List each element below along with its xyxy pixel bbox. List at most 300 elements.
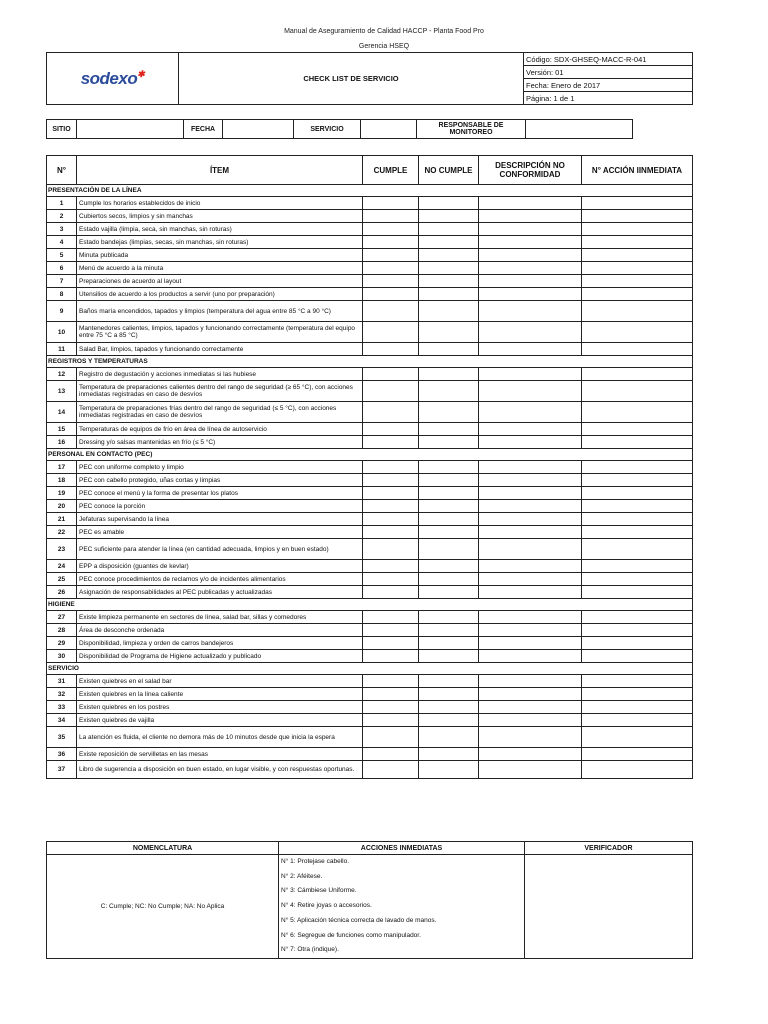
no-cumple-cell[interactable] bbox=[419, 573, 479, 586]
item-text: Minuta publicada bbox=[77, 249, 363, 262]
descripcion-cell[interactable] bbox=[479, 624, 582, 637]
accion-cell[interactable] bbox=[582, 714, 693, 727]
no-cumple-cell[interactable] bbox=[419, 423, 479, 436]
descripcion-cell[interactable] bbox=[479, 586, 582, 599]
accion-item: N° 5: Aplicación técnica correcta de lavado de manos. bbox=[281, 916, 437, 924]
document-title: CHECK LIST DE SERVICIO bbox=[179, 53, 524, 105]
table-row bbox=[47, 474, 693, 487]
verificador-field[interactable] bbox=[525, 855, 693, 959]
col-item: ÍTEM bbox=[77, 156, 363, 185]
descripcion-cell[interactable] bbox=[479, 322, 582, 343]
item-text: Baños maría encendidos, tapados y limpios (temperatura del agua entre 85 °C a 90 °C) bbox=[77, 301, 363, 322]
item-text: Asignación de responsabilidades al PEC publicadas y actualizadas bbox=[77, 586, 363, 599]
nomenclatura-text: C: Cumple; NC: No Cumple; NA: No Aplica bbox=[47, 855, 279, 959]
meta-pagina: Página: 1 de 1 bbox=[524, 92, 693, 105]
accion-item: N° 7: Otra (indique). bbox=[281, 946, 339, 954]
cumple-cell[interactable] bbox=[363, 624, 419, 637]
accion-cell[interactable] bbox=[582, 249, 693, 262]
accion-cell[interactable] bbox=[582, 474, 693, 487]
item-text: PEC con cabello protegido, uñas cortas y limpias bbox=[77, 474, 363, 487]
accion-cell[interactable] bbox=[582, 301, 693, 322]
meta-fecha: Fecha: Enero de 2017 bbox=[524, 79, 693, 92]
table-row bbox=[47, 301, 693, 322]
section-header bbox=[47, 449, 693, 461]
accion-cell[interactable] bbox=[582, 402, 693, 423]
section-title: PERSONAL EN CONTACTO (PEC) bbox=[47, 449, 693, 461]
item-number: 14 bbox=[47, 402, 77, 423]
item-text: EPP a disposición (guantes de kevlar) bbox=[77, 560, 363, 573]
item-number: 20 bbox=[47, 500, 77, 513]
table-row bbox=[47, 560, 693, 573]
table-row bbox=[47, 526, 693, 539]
fecha-label: FECHA bbox=[184, 120, 223, 139]
no-cumple-cell[interactable] bbox=[419, 236, 479, 249]
cumple-cell[interactable] bbox=[363, 586, 419, 599]
no-cumple-cell[interactable] bbox=[419, 436, 479, 449]
descripcion-cell[interactable] bbox=[479, 526, 582, 539]
item-text: Cumple los horarios establecidos de inicio bbox=[77, 197, 363, 210]
no-cumple-cell[interactable] bbox=[419, 262, 479, 275]
accion-cell[interactable] bbox=[582, 727, 693, 748]
cumple-cell[interactable] bbox=[363, 381, 419, 402]
item-number: 8 bbox=[47, 288, 77, 301]
accion-cell[interactable] bbox=[582, 343, 693, 356]
descripcion-cell[interactable] bbox=[479, 539, 582, 560]
cumple-cell[interactable] bbox=[363, 236, 419, 249]
section-header bbox=[47, 663, 693, 675]
table-row bbox=[47, 343, 693, 356]
info-row bbox=[46, 119, 633, 139]
no-cumple-cell[interactable] bbox=[419, 197, 479, 210]
item-number: 29 bbox=[47, 637, 77, 650]
cumple-cell[interactable] bbox=[363, 675, 419, 688]
accion-cell[interactable] bbox=[582, 210, 693, 223]
item-text: Área de desconche ordenada bbox=[77, 624, 363, 637]
item-number: 34 bbox=[47, 714, 77, 727]
descripcion-cell[interactable] bbox=[479, 343, 582, 356]
no-cumple-cell[interactable] bbox=[419, 275, 479, 288]
accion-cell[interactable] bbox=[582, 461, 693, 474]
item-text: Existe limpieza permanente en sectores de línea, salad bar, sillas y comedores bbox=[77, 611, 363, 624]
item-text: PEC conoce procedimientos de reclamos y/o de incidentes alimentarios bbox=[77, 573, 363, 586]
table-row bbox=[47, 461, 693, 474]
item-number: 5 bbox=[47, 249, 77, 262]
accion-cell[interactable] bbox=[582, 436, 693, 449]
item-text: Existen quiebres en los postres bbox=[77, 701, 363, 714]
no-cumple-cell[interactable] bbox=[419, 368, 479, 381]
table-row bbox=[47, 402, 693, 423]
item-text: Cubiertos secos, limpios y sin manchas bbox=[77, 210, 363, 223]
descripcion-cell[interactable] bbox=[479, 368, 582, 381]
item-number: 22 bbox=[47, 526, 77, 539]
manual-title: Manual de Aseguramiento de Calidad HACCP - Planta Food Pro bbox=[284, 28, 484, 35]
accion-cell[interactable] bbox=[582, 748, 693, 761]
table-row bbox=[47, 637, 693, 650]
item-number: 27 bbox=[47, 611, 77, 624]
no-cumple-cell[interactable] bbox=[419, 688, 479, 701]
table-row bbox=[47, 748, 693, 761]
servicio-field[interactable] bbox=[361, 120, 417, 139]
cumple-cell[interactable] bbox=[363, 539, 419, 560]
table-row bbox=[47, 197, 693, 210]
accion-cell[interactable] bbox=[582, 236, 693, 249]
cumple-cell[interactable] bbox=[363, 487, 419, 500]
cumple-cell[interactable] bbox=[363, 500, 419, 513]
col-accion: N° ACCIÓN IINMEDIATA bbox=[582, 156, 693, 185]
section-title: PRESENTACIÓN DE LA LÍNEA bbox=[47, 185, 693, 197]
item-number: 10 bbox=[47, 322, 77, 343]
item-text: Preparaciones de acuerdo al layout bbox=[77, 275, 363, 288]
verificador-header: VERIFICADOR bbox=[525, 842, 693, 855]
no-cumple-cell[interactable] bbox=[419, 322, 479, 343]
descripcion-cell[interactable] bbox=[479, 381, 582, 402]
section-header bbox=[47, 599, 693, 611]
table-row bbox=[47, 368, 693, 381]
descripcion-cell[interactable] bbox=[479, 474, 582, 487]
item-number: 26 bbox=[47, 586, 77, 599]
section-title: REGISTROS Y TEMPERATURAS bbox=[47, 356, 693, 368]
cumple-cell[interactable] bbox=[363, 262, 419, 275]
item-number: 6 bbox=[47, 262, 77, 275]
item-text: PEC conoce la porción bbox=[77, 500, 363, 513]
item-text: Registro de degustación y acciones inmediatas si las hubiese bbox=[77, 368, 363, 381]
no-cumple-cell[interactable] bbox=[419, 727, 479, 748]
item-number: 13 bbox=[47, 381, 77, 402]
accion-cell[interactable] bbox=[582, 262, 693, 275]
table-row bbox=[47, 436, 693, 449]
no-cumple-cell[interactable] bbox=[419, 301, 479, 322]
no-cumple-cell[interactable] bbox=[419, 223, 479, 236]
accion-cell[interactable] bbox=[582, 487, 693, 500]
table-row bbox=[47, 487, 693, 500]
descripcion-cell[interactable] bbox=[479, 223, 582, 236]
cumple-cell[interactable] bbox=[363, 461, 419, 474]
section-header bbox=[47, 356, 693, 368]
descripcion-cell[interactable] bbox=[479, 301, 582, 322]
accion-cell[interactable] bbox=[582, 761, 693, 779]
cumple-cell[interactable] bbox=[363, 714, 419, 727]
cumple-cell[interactable] bbox=[363, 560, 419, 573]
no-cumple-cell[interactable] bbox=[419, 381, 479, 402]
descripcion-cell[interactable] bbox=[479, 487, 582, 500]
table-row bbox=[47, 611, 693, 624]
cumple-cell[interactable] bbox=[363, 727, 419, 748]
descripcion-cell[interactable] bbox=[479, 210, 582, 223]
accion-cell[interactable] bbox=[582, 701, 693, 714]
accion-cell[interactable] bbox=[582, 526, 693, 539]
cumple-cell[interactable] bbox=[363, 611, 419, 624]
item-number: 36 bbox=[47, 748, 77, 761]
item-text: Salad Bar, limpios, tapados y funcionando correctamente bbox=[77, 343, 363, 356]
col-cumple: CUMPLE bbox=[363, 156, 419, 185]
descripcion-cell[interactable] bbox=[479, 262, 582, 275]
cumple-cell[interactable] bbox=[363, 197, 419, 210]
sitio-label: SITIO bbox=[47, 120, 77, 139]
sodexo-logo: sodexo✱ bbox=[80, 68, 145, 88]
table-row bbox=[47, 513, 693, 526]
item-text: Libro de sugerencia a disposición en buen estado, en lugar visible, y con respuestas oportunas. bbox=[77, 761, 363, 779]
descripcion-cell[interactable] bbox=[479, 423, 582, 436]
table-row bbox=[47, 423, 693, 436]
no-cumple-cell[interactable] bbox=[419, 714, 479, 727]
item-number: 7 bbox=[47, 275, 77, 288]
item-text: Disponibilidad de Programa de Higiene actualizado y publicado bbox=[77, 650, 363, 663]
section-header bbox=[47, 185, 693, 197]
no-cumple-cell[interactable] bbox=[419, 474, 479, 487]
no-cumple-cell[interactable] bbox=[419, 539, 479, 560]
accion-cell[interactable] bbox=[582, 368, 693, 381]
accion-cell[interactable] bbox=[582, 637, 693, 650]
no-cumple-cell[interactable] bbox=[419, 701, 479, 714]
cumple-cell[interactable] bbox=[363, 301, 419, 322]
no-cumple-cell[interactable] bbox=[419, 675, 479, 688]
item-text: Temperatura de preparaciones frías dentro del rango de seguridad (≤ 5 °C), con acciones inmediatas registradas en caso de desvíos bbox=[77, 402, 363, 423]
cumple-cell[interactable] bbox=[363, 343, 419, 356]
no-cumple-cell[interactable] bbox=[419, 487, 479, 500]
table-row bbox=[47, 249, 693, 262]
item-text: Utensilios de acuerdo a los productos a servir (uno por preparación) bbox=[77, 288, 363, 301]
item-number: 12 bbox=[47, 368, 77, 381]
col-no-cumple: NO CUMPLE bbox=[419, 156, 479, 185]
accion-cell[interactable] bbox=[582, 624, 693, 637]
item-number: 24 bbox=[47, 560, 77, 573]
item-text: Existen quiebres de vajilla bbox=[77, 714, 363, 727]
descripcion-cell[interactable] bbox=[479, 637, 582, 650]
descripcion-cell[interactable] bbox=[479, 688, 582, 701]
table-row bbox=[47, 210, 693, 223]
item-number: 16 bbox=[47, 436, 77, 449]
item-text: PEC conoce el menú y la forma de presentar los platos bbox=[77, 487, 363, 500]
table-row bbox=[47, 381, 693, 402]
item-number: 1 bbox=[47, 197, 77, 210]
no-cumple-cell[interactable] bbox=[419, 637, 479, 650]
item-number: 17 bbox=[47, 461, 77, 474]
descripcion-cell[interactable] bbox=[479, 197, 582, 210]
table-row bbox=[47, 761, 693, 779]
descripcion-cell[interactable] bbox=[479, 761, 582, 779]
item-number: 31 bbox=[47, 675, 77, 688]
table-row bbox=[47, 500, 693, 513]
cumple-cell[interactable] bbox=[363, 322, 419, 343]
no-cumple-cell[interactable] bbox=[419, 500, 479, 513]
no-cumple-cell[interactable] bbox=[419, 611, 479, 624]
descripcion-cell[interactable] bbox=[479, 513, 582, 526]
accion-cell[interactable] bbox=[582, 275, 693, 288]
item-number: 2 bbox=[47, 210, 77, 223]
no-cumple-cell[interactable] bbox=[419, 650, 479, 663]
descripcion-cell[interactable] bbox=[479, 500, 582, 513]
table-row bbox=[47, 688, 693, 701]
descripcion-cell[interactable] bbox=[479, 249, 582, 262]
cumple-cell[interactable] bbox=[363, 688, 419, 701]
descripcion-cell[interactable] bbox=[479, 727, 582, 748]
table-row bbox=[47, 701, 693, 714]
cumple-cell[interactable] bbox=[363, 249, 419, 262]
item-text: Menú de acuerdo a la minuta bbox=[77, 262, 363, 275]
item-text: PEC con uniforme completo y limpio bbox=[77, 461, 363, 474]
no-cumple-cell[interactable] bbox=[419, 748, 479, 761]
accion-item: N° 2: Aféitese. bbox=[281, 872, 323, 880]
cumple-cell[interactable] bbox=[363, 637, 419, 650]
no-cumple-cell[interactable] bbox=[419, 560, 479, 573]
cumple-cell[interactable] bbox=[363, 761, 419, 779]
sitio-field[interactable] bbox=[77, 120, 184, 139]
accion-cell[interactable] bbox=[582, 650, 693, 663]
descripcion-cell[interactable] bbox=[479, 675, 582, 688]
acciones-list bbox=[279, 855, 525, 959]
section-title: SERVICIO bbox=[47, 663, 693, 675]
cumple-cell[interactable] bbox=[363, 573, 419, 586]
no-cumple-cell[interactable] bbox=[419, 624, 479, 637]
accion-cell[interactable] bbox=[582, 560, 693, 573]
no-cumple-cell[interactable] bbox=[419, 461, 479, 474]
checklist-body bbox=[47, 185, 693, 779]
item-number: 30 bbox=[47, 650, 77, 663]
item-text: Estado vajilla (limpia, seca, sin manchas, sin roturas) bbox=[77, 223, 363, 236]
cumple-cell[interactable] bbox=[363, 436, 419, 449]
no-cumple-cell[interactable] bbox=[419, 513, 479, 526]
item-number: 33 bbox=[47, 701, 77, 714]
item-text: Existe reposición de servilletas en las mesas bbox=[77, 748, 363, 761]
cumple-cell[interactable] bbox=[363, 368, 419, 381]
no-cumple-cell[interactable] bbox=[419, 761, 479, 779]
accion-cell[interactable] bbox=[582, 381, 693, 402]
table-row bbox=[47, 262, 693, 275]
item-number: 18 bbox=[47, 474, 77, 487]
cumple-cell[interactable] bbox=[363, 288, 419, 301]
descripcion-cell[interactable] bbox=[479, 236, 582, 249]
descripcion-cell[interactable] bbox=[479, 573, 582, 586]
no-cumple-cell[interactable] bbox=[419, 249, 479, 262]
item-number: 35 bbox=[47, 727, 77, 748]
item-text: Temperaturas de equipos de frío en área de línea de autoservicio bbox=[77, 423, 363, 436]
table-row bbox=[47, 586, 693, 599]
accion-cell[interactable] bbox=[582, 223, 693, 236]
item-number: 23 bbox=[47, 539, 77, 560]
item-text: Estado bandejas (limpias, secas, sin manchas, sin roturas) bbox=[77, 236, 363, 249]
no-cumple-cell[interactable] bbox=[419, 288, 479, 301]
item-text: PEC suficiente para atender la línea (en cantidad adecuada, limpios y en buen estado) bbox=[77, 539, 363, 560]
cumple-cell[interactable] bbox=[363, 474, 419, 487]
col-descripcion: DESCRIPCIÓN NO CONFORMIDAD bbox=[479, 156, 582, 185]
accion-cell[interactable] bbox=[582, 500, 693, 513]
accion-cell[interactable] bbox=[582, 423, 693, 436]
item-text: La atención es fluida, el cliente no demora más de 10 minutos desde que inicia la espera bbox=[77, 727, 363, 748]
no-cumple-cell[interactable] bbox=[419, 526, 479, 539]
accion-cell[interactable] bbox=[582, 322, 693, 343]
servicio-label: SERVICIO bbox=[294, 120, 361, 139]
cumple-cell[interactable] bbox=[363, 275, 419, 288]
no-cumple-cell[interactable] bbox=[419, 343, 479, 356]
accion-cell[interactable] bbox=[582, 539, 693, 560]
accion-cell[interactable] bbox=[582, 513, 693, 526]
cumple-cell[interactable] bbox=[363, 650, 419, 663]
cumple-cell[interactable] bbox=[363, 423, 419, 436]
accion-cell[interactable] bbox=[582, 611, 693, 624]
accion-item: N° 6: Segregue de funciones como manipulador. bbox=[281, 931, 421, 939]
no-cumple-cell[interactable] bbox=[419, 210, 479, 223]
item-text: Jefaturas supervisando la línea bbox=[77, 513, 363, 526]
legend-table bbox=[46, 841, 693, 959]
cumple-cell[interactable] bbox=[363, 748, 419, 761]
cumple-cell[interactable] bbox=[363, 210, 419, 223]
accion-cell[interactable] bbox=[582, 688, 693, 701]
item-number: 4 bbox=[47, 236, 77, 249]
accion-cell[interactable] bbox=[582, 573, 693, 586]
descripcion-cell[interactable] bbox=[479, 288, 582, 301]
section-title: HIGIENE bbox=[47, 599, 693, 611]
cumple-cell[interactable] bbox=[363, 402, 419, 423]
descripcion-cell[interactable] bbox=[479, 461, 582, 474]
descripcion-cell[interactable] bbox=[479, 650, 582, 663]
item-number: 3 bbox=[47, 223, 77, 236]
logo-cell bbox=[47, 53, 179, 105]
cumple-cell[interactable] bbox=[363, 701, 419, 714]
table-row bbox=[47, 236, 693, 249]
item-text: Existen quiebres en la línea caliente bbox=[77, 688, 363, 701]
responsable-field[interactable] bbox=[526, 120, 633, 139]
table-row bbox=[47, 223, 693, 236]
item-text: Dressing y/o salsas mantenidas en frío (≤ 5 °C) bbox=[77, 436, 363, 449]
item-text: Temperatura de preparaciones calientes dentro del rango de seguridad (≥ 65 °C), con acciones inmediatas registradas en caso de desvíos bbox=[77, 381, 363, 402]
item-number: 32 bbox=[47, 688, 77, 701]
table-row bbox=[47, 322, 693, 343]
descripcion-cell[interactable] bbox=[479, 402, 582, 423]
item-number: 28 bbox=[47, 624, 77, 637]
table-row bbox=[47, 675, 693, 688]
acciones-header: ACCIONES INMEDIATAS bbox=[279, 842, 525, 855]
gerencia-label: Gerencia HSEQ bbox=[358, 43, 410, 50]
descripcion-cell[interactable] bbox=[479, 714, 582, 727]
descripcion-cell[interactable] bbox=[479, 701, 582, 714]
item-number: 25 bbox=[47, 573, 77, 586]
item-number: 19 bbox=[47, 487, 77, 500]
cumple-cell[interactable] bbox=[363, 513, 419, 526]
table-row bbox=[47, 650, 693, 663]
fecha-field[interactable] bbox=[223, 120, 294, 139]
item-number: 37 bbox=[47, 761, 77, 779]
descripcion-cell[interactable] bbox=[479, 560, 582, 573]
no-cumple-cell[interactable] bbox=[419, 586, 479, 599]
no-cumple-cell[interactable] bbox=[419, 402, 479, 423]
table-row bbox=[47, 714, 693, 727]
accion-cell[interactable] bbox=[582, 288, 693, 301]
accion-item: N° 4: Retire joyas o accesorios. bbox=[281, 902, 372, 910]
accion-cell[interactable] bbox=[582, 675, 693, 688]
item-text: Mantenedores calientes, limpios, tapados y funcionando correctamente (temperatura del equipo entre 75 °C a 85 °C) bbox=[77, 322, 363, 343]
accion-item: N° 1: Protejase cabello. bbox=[281, 858, 349, 866]
item-text: PEC es amable bbox=[77, 526, 363, 539]
item-number: 15 bbox=[47, 423, 77, 436]
item-text: Disponibilidad, limpieza y orden de carros bandejeros bbox=[77, 637, 363, 650]
title-block bbox=[46, 52, 693, 105]
accion-cell[interactable] bbox=[582, 586, 693, 599]
table-row bbox=[47, 727, 693, 748]
descripcion-cell[interactable] bbox=[479, 436, 582, 449]
descripcion-cell[interactable] bbox=[479, 275, 582, 288]
item-number: 11 bbox=[47, 343, 77, 356]
table-row bbox=[47, 624, 693, 637]
cumple-cell[interactable] bbox=[363, 223, 419, 236]
descripcion-cell[interactable] bbox=[479, 611, 582, 624]
cumple-cell[interactable] bbox=[363, 526, 419, 539]
responsable-label: RESPONSABLE DE MONITOREO bbox=[417, 120, 526, 139]
table-row bbox=[47, 275, 693, 288]
item-number: 21 bbox=[47, 513, 77, 526]
descripcion-cell[interactable] bbox=[479, 748, 582, 761]
meta-version: Versión: 01 bbox=[524, 66, 693, 79]
accion-cell[interactable] bbox=[582, 197, 693, 210]
